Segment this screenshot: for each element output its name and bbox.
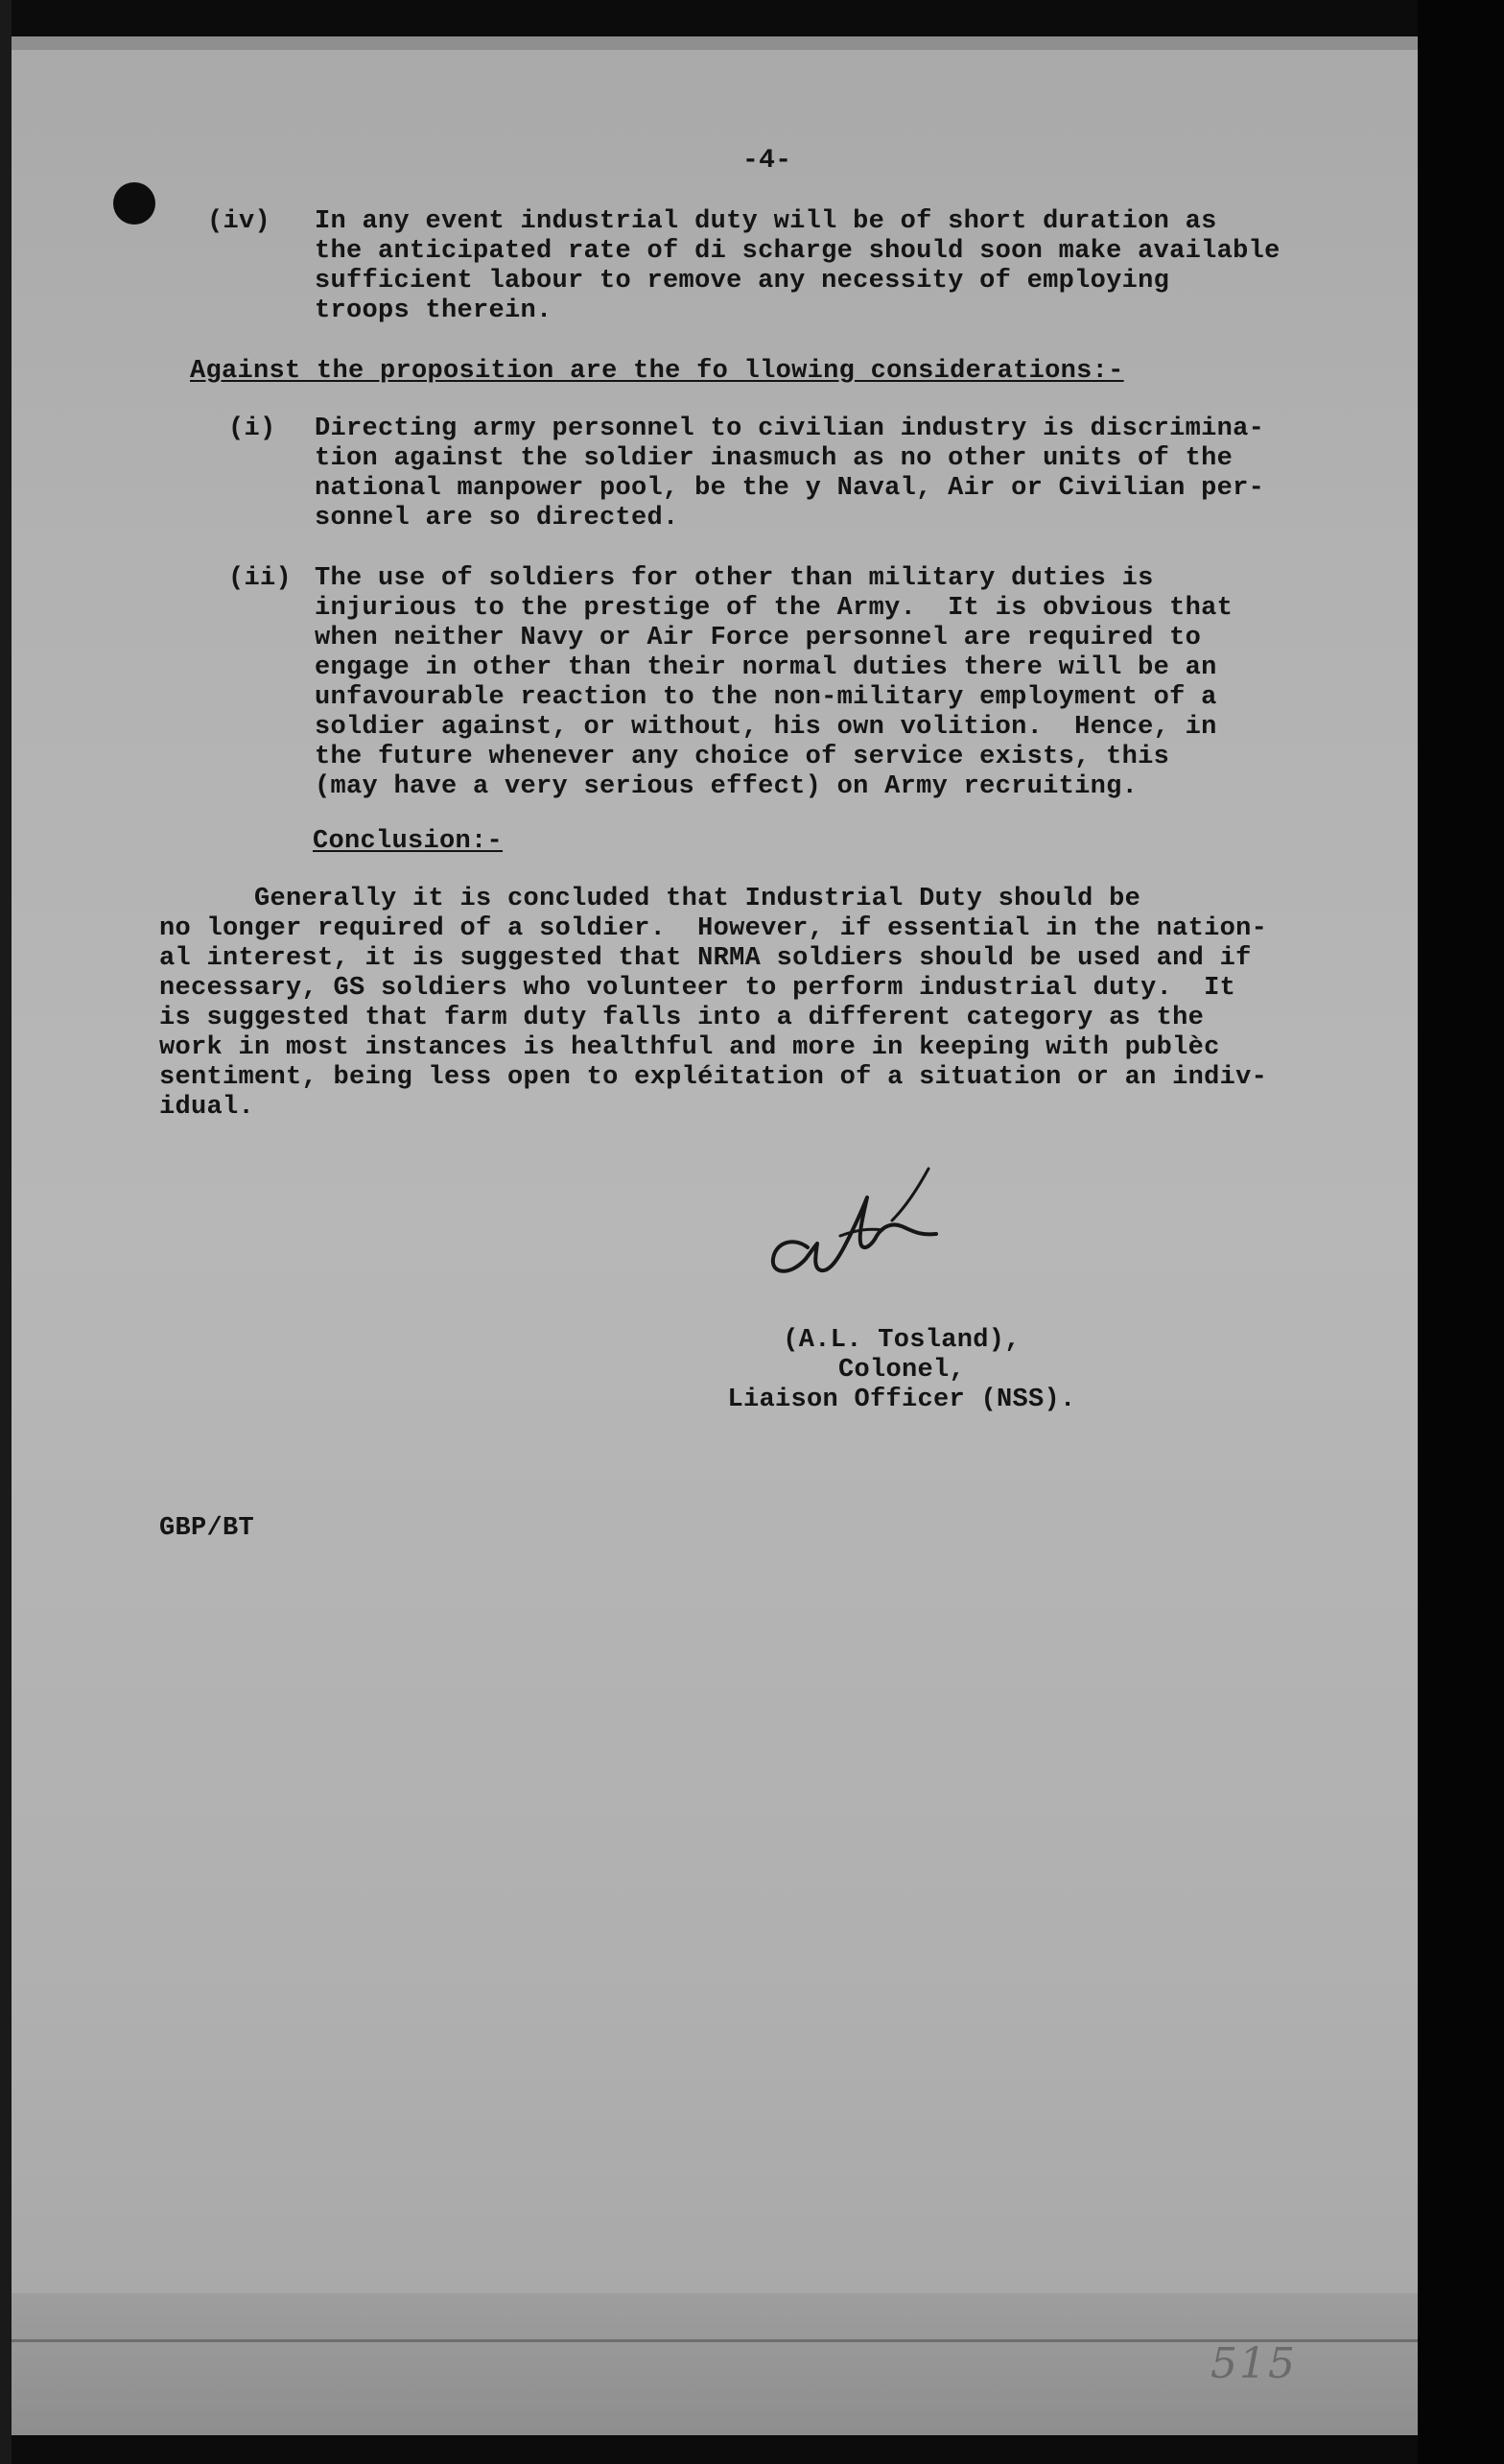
conclusion-line: al interest, it is suggested that NRMA soldiers should be used and if (159, 944, 1252, 973)
item-ii-line: soldier against, or without, his own volition. Hence, in (315, 713, 1217, 742)
signatory-title: Liaison Officer (NSS). (727, 1386, 1076, 1414)
conclusion-line: necessary, GS soldiers who volunteer to perform industrial duty. It (159, 974, 1236, 1003)
item-iv-line: the anticipated rate of di scharge should soon make available (315, 237, 1281, 266)
paper-bottom-band (12, 2293, 1418, 2435)
item-ii-line: the future whenever any choice of service exists, this (315, 743, 1170, 771)
conclusion-heading: Conclusion:- (313, 827, 504, 856)
paper-top-edge (12, 36, 1418, 50)
against-heading: Against the proposition are the fo llowing considerations:- (190, 357, 1124, 386)
signatory-name: (A.L. Tosland), (783, 1326, 1021, 1355)
film-border-left (0, 0, 12, 2464)
film-border-right (1418, 0, 1504, 2464)
paper-bottom-rule (12, 2339, 1418, 2342)
conclusion-line: is suggested that farm duty falls into a different category as the (159, 1004, 1205, 1032)
item-i-line: Directing army personnel to civilian industry is discrimina- (315, 415, 1265, 443)
item-iv-line: In any event industrial duty will be of short duration as (315, 207, 1217, 236)
item-ii-line: (may have a very serious effect) on Army recruiting. (315, 772, 1139, 801)
page-number: -4- (742, 146, 792, 176)
item-ii-line: unfavourable reaction to the non-military employment of a (315, 683, 1217, 712)
item-iv-line: troops therein. (315, 296, 552, 325)
conclusion-line: work in most instances is healthful and more in keeping with publèc (159, 1033, 1220, 1062)
conclusion-line: Generally it is concluded that Industrial Duty should be (159, 885, 1141, 913)
punch-hole (113, 182, 155, 225)
item-i-line: tion against the soldier inasmuch as no other units of the (315, 444, 1234, 473)
conclusion-line: no longer required of a soldier. However, if essential in the nation- (159, 914, 1268, 943)
item-iv-label: (iv) (207, 207, 271, 236)
conclusion-line: sentiment, being less open to expléitation of a situation or an indiv- (159, 1063, 1268, 1092)
signatory-rank: Colonel, (837, 1356, 966, 1385)
document-page (12, 36, 1418, 2435)
item-i-label: (i) (228, 415, 276, 443)
reference-initials: GBP/BT (159, 1514, 255, 1543)
item-iv-line: sufficient labour to remove any necessity of employing (315, 267, 1170, 296)
handwritten-signature (748, 1140, 998, 1303)
conclusion-line: idual. (159, 1093, 255, 1122)
item-i-line: national manpower pool, be the y Naval, Air or Civilian per- (315, 474, 1265, 503)
item-ii-line: The use of soldiers for other than military duties is (315, 564, 1154, 593)
item-ii-label: (ii) (228, 564, 293, 593)
sheet-number: 515 (1210, 2339, 1297, 2388)
item-ii-line: when neither Navy or Air Force personnel are required to (315, 624, 1202, 652)
item-ii-line: engage in other than their normal duties there will be an (315, 653, 1217, 682)
item-ii-line: injurious to the prestige of the Army. It is obvious that (315, 594, 1234, 623)
item-i-line: sonnel are so directed. (315, 504, 679, 533)
